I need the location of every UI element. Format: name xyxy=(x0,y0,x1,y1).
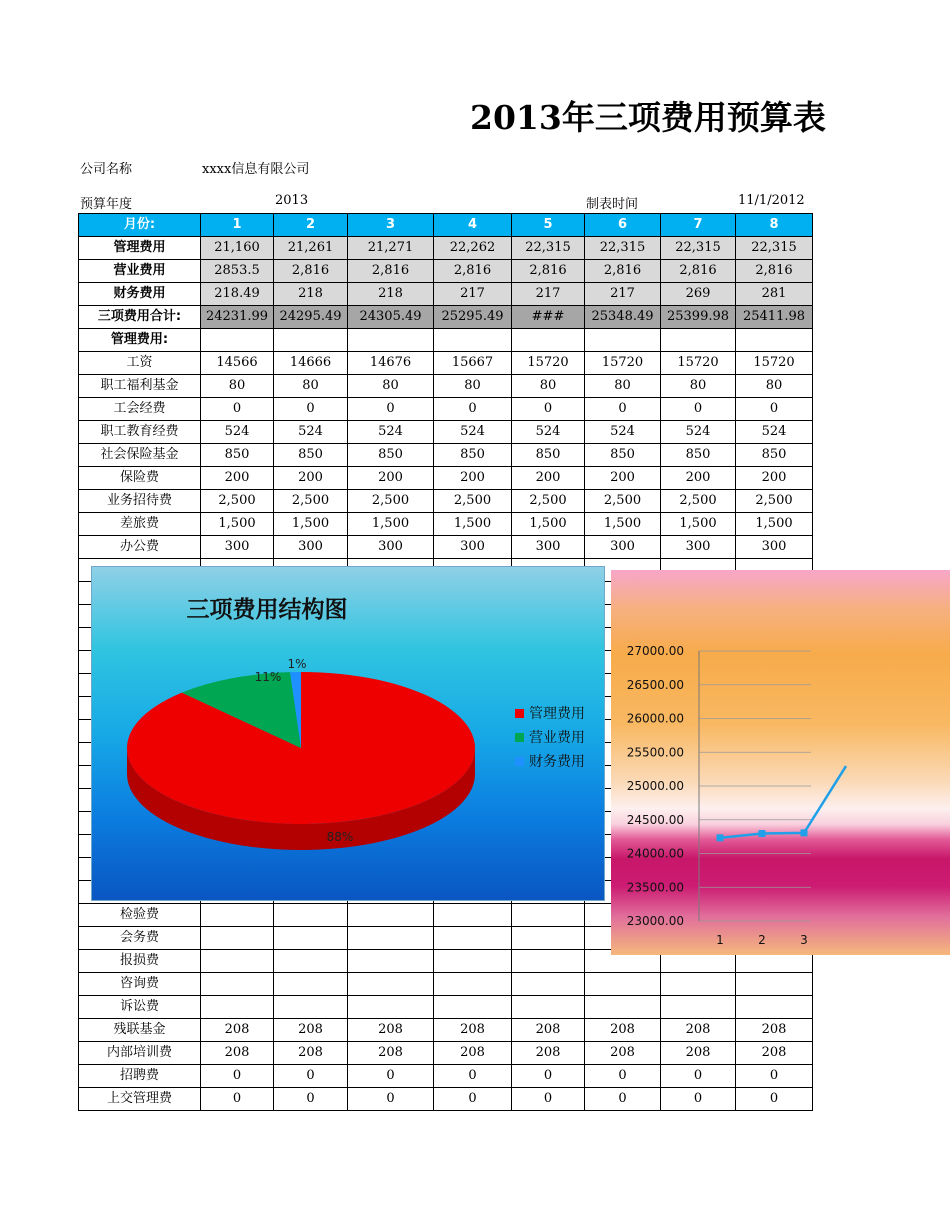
value-cell[interactable]: 2,816 xyxy=(348,260,434,283)
value-cell[interactable]: 80 xyxy=(661,375,736,398)
value-cell[interactable] xyxy=(348,996,434,1019)
value-cell[interactable] xyxy=(201,329,274,352)
value-cell[interactable]: 25399.98 xyxy=(661,306,736,329)
row-label-cell[interactable]: 保险费 xyxy=(79,467,201,490)
value-cell[interactable]: 1,500 xyxy=(274,513,348,536)
table-row xyxy=(79,352,813,375)
date-label: 制表时间 xyxy=(586,197,639,212)
row-label-cell[interactable]: 营业费用 xyxy=(79,260,201,283)
value-cell[interactable]: 2,500 xyxy=(585,490,661,513)
header-cell-month[interactable]: 1 xyxy=(201,214,274,237)
pie-chart[interactable] xyxy=(91,566,605,901)
value-cell[interactable]: 300 xyxy=(201,536,274,559)
value-cell[interactable]: 850 xyxy=(512,444,585,467)
x-tick-label: 3 xyxy=(800,933,808,947)
value-cell[interactable]: 24231.99 xyxy=(201,306,274,329)
value-cell[interactable]: 200 xyxy=(274,467,348,490)
value-cell[interactable]: 22,262 xyxy=(434,237,512,260)
value-cell[interactable]: 300 xyxy=(661,536,736,559)
row-label-cell[interactable]: 检验费 xyxy=(79,904,201,927)
value-cell[interactable] xyxy=(736,973,813,996)
table-row xyxy=(79,329,813,352)
value-cell[interactable]: 21,261 xyxy=(274,237,348,260)
value-cell[interactable]: 80 xyxy=(434,375,512,398)
pie-legend xyxy=(515,701,585,773)
value-cell[interactable]: 281 xyxy=(736,283,813,306)
value-cell[interactable] xyxy=(348,329,434,352)
table-row xyxy=(79,467,813,490)
value-cell[interactable]: 0 xyxy=(348,1065,434,1088)
header-cell-month[interactable]: 4 xyxy=(434,214,512,237)
value-cell[interactable]: 21,160 xyxy=(201,237,274,260)
value-cell[interactable]: 524 xyxy=(512,421,585,444)
value-cell[interactable]: 0 xyxy=(512,1065,585,1088)
value-cell[interactable]: 217 xyxy=(585,283,661,306)
value-cell[interactable]: 15720 xyxy=(512,352,585,375)
value-cell[interactable]: 208 xyxy=(274,1042,348,1065)
value-cell[interactable]: 208 xyxy=(512,1042,585,1065)
row-label-cell[interactable]: 职工福利基金 xyxy=(79,375,201,398)
value-cell[interactable]: 0 xyxy=(661,1065,736,1088)
table-row xyxy=(79,421,813,444)
value-cell[interactable] xyxy=(512,329,585,352)
row-label-cell[interactable]: 社会保险基金 xyxy=(79,444,201,467)
value-cell[interactable]: 0 xyxy=(434,1088,512,1111)
row-label-cell[interactable]: 咨询费 xyxy=(79,973,201,996)
value-cell[interactable]: 300 xyxy=(512,536,585,559)
value-cell[interactable]: 1,500 xyxy=(348,513,434,536)
value-cell[interactable]: 850 xyxy=(201,444,274,467)
value-cell[interactable]: 524 xyxy=(274,421,348,444)
value-cell[interactable]: 0 xyxy=(512,1088,585,1111)
value-cell[interactable]: 22,315 xyxy=(512,237,585,260)
value-cell[interactable]: 2,816 xyxy=(585,260,661,283)
value-cell[interactable]: 524 xyxy=(348,421,434,444)
value-cell[interactable]: 80 xyxy=(736,375,813,398)
value-cell[interactable]: 269 xyxy=(661,283,736,306)
row-label-cell[interactable]: 管理费用 xyxy=(79,237,201,260)
value-cell[interactable]: 0 xyxy=(274,1065,348,1088)
value-cell[interactable] xyxy=(434,950,512,973)
value-cell[interactable]: 300 xyxy=(585,536,661,559)
legend-item xyxy=(515,725,585,749)
value-cell[interactable]: 200 xyxy=(661,467,736,490)
header-cell-month[interactable]: 8 xyxy=(736,214,813,237)
year-label: 预算年度 xyxy=(80,197,133,212)
table-row xyxy=(79,973,813,996)
row-label-cell[interactable]: 内部培训费 xyxy=(79,1042,201,1065)
value-cell[interactable]: 22,315 xyxy=(585,237,661,260)
pie-chart-title: 三项费用结构图 xyxy=(186,597,348,623)
value-cell[interactable]: 24295.49 xyxy=(274,306,348,329)
value-cell[interactable]: 524 xyxy=(201,421,274,444)
value-cell[interactable]: 200 xyxy=(736,467,813,490)
value-cell[interactable] xyxy=(348,973,434,996)
value-cell[interactable]: 22,315 xyxy=(661,237,736,260)
line-chart[interactable] xyxy=(611,570,950,955)
value-cell[interactable]: 0 xyxy=(434,1065,512,1088)
row-label-cell[interactable]: 工资 xyxy=(79,352,201,375)
value-cell[interactable]: 0 xyxy=(512,398,585,421)
value-cell[interactable] xyxy=(512,950,585,973)
value-cell[interactable]: 25348.49 xyxy=(585,306,661,329)
value-cell[interactable]: 208 xyxy=(512,1019,585,1042)
value-cell[interactable]: 300 xyxy=(434,536,512,559)
value-cell[interactable] xyxy=(274,904,348,927)
value-cell[interactable]: 2,500 xyxy=(274,490,348,513)
value-cell[interactable]: 524 xyxy=(585,421,661,444)
row-label-cell[interactable]: 会务费 xyxy=(79,927,201,950)
row-label-cell[interactable]: 三项费用合计: xyxy=(79,306,201,329)
value-cell[interactable] xyxy=(434,927,512,950)
value-cell[interactable]: 1,500 xyxy=(585,513,661,536)
value-cell[interactable]: 850 xyxy=(661,444,736,467)
value-cell[interactable]: 2,816 xyxy=(661,260,736,283)
value-cell[interactable] xyxy=(585,973,661,996)
legend-label: 营业费用 xyxy=(529,730,585,746)
value-cell[interactable] xyxy=(201,927,274,950)
value-cell[interactable] xyxy=(201,950,274,973)
row-label-cell[interactable]: 业务招待费 xyxy=(79,490,201,513)
value-cell[interactable]: 850 xyxy=(274,444,348,467)
value-cell[interactable]: 2,500 xyxy=(434,490,512,513)
y-tick-label: 26000.00 xyxy=(626,711,684,726)
header-cell-month-label[interactable]: 月份: xyxy=(79,214,201,237)
value-cell[interactable]: 2,500 xyxy=(512,490,585,513)
value-cell[interactable]: 300 xyxy=(736,536,813,559)
y-tick-label: 24500.00 xyxy=(626,812,684,827)
value-cell[interactable]: 850 xyxy=(585,444,661,467)
y-tick-label: 25000.00 xyxy=(626,779,684,793)
value-cell[interactable]: 0 xyxy=(736,1088,813,1111)
pie-data-label: 1% xyxy=(287,657,307,671)
table-row xyxy=(79,1019,813,1042)
company-label: 公司名称 xyxy=(80,162,133,177)
value-cell[interactable] xyxy=(512,927,585,950)
pie-data-label: 88% xyxy=(326,830,354,844)
value-cell[interactable]: 15720 xyxy=(736,352,813,375)
value-cell[interactable]: 14676 xyxy=(348,352,434,375)
value-cell[interactable]: 524 xyxy=(661,421,736,444)
value-cell[interactable] xyxy=(274,927,348,950)
value-cell[interactable]: 2,816 xyxy=(274,260,348,283)
row-label-cell[interactable]: 管理费用: xyxy=(79,329,201,352)
value-cell[interactable] xyxy=(434,996,512,1019)
y-tick-label: 24000.00 xyxy=(626,846,684,861)
value-cell[interactable]: 1,500 xyxy=(512,513,585,536)
value-cell[interactable]: 0 xyxy=(201,398,274,421)
legend-item xyxy=(515,701,585,725)
value-cell[interactable]: 208 xyxy=(434,1019,512,1042)
y-tick-label: 25500.00 xyxy=(626,745,684,760)
value-cell[interactable] xyxy=(434,329,512,352)
row-label-cell[interactable]: 差旅费 xyxy=(79,513,201,536)
value-cell[interactable] xyxy=(661,973,736,996)
value-cell[interactable]: 24305.49 xyxy=(348,306,434,329)
value-cell[interactable]: 200 xyxy=(434,467,512,490)
value-cell[interactable] xyxy=(512,904,585,927)
table-row xyxy=(79,375,813,398)
value-cell[interactable]: 0 xyxy=(736,1065,813,1088)
value-cell[interactable]: 217 xyxy=(434,283,512,306)
value-cell[interactable]: 0 xyxy=(661,398,736,421)
line-svg xyxy=(611,570,950,955)
value-cell[interactable]: 80 xyxy=(585,375,661,398)
page-title: 2013年三项费用预算表 xyxy=(470,98,826,137)
table-row xyxy=(79,283,813,306)
value-cell[interactable]: 14666 xyxy=(274,352,348,375)
value-cell[interactable] xyxy=(585,329,661,352)
row-label-cell[interactable]: 招聘费 xyxy=(79,1065,201,1088)
value-cell[interactable] xyxy=(348,904,434,927)
y-tick-label: 26500.00 xyxy=(626,677,684,692)
value-cell[interactable]: 208 xyxy=(434,1042,512,1065)
value-cell[interactable]: 25411.98 xyxy=(736,306,813,329)
value-cell[interactable]: 0 xyxy=(585,1065,661,1088)
value-cell[interactable]: 21,271 xyxy=(348,237,434,260)
row-label-cell[interactable]: 财务费用 xyxy=(79,283,201,306)
header-cell-month[interactable]: 2 xyxy=(274,214,348,237)
x-tick-label: 2 xyxy=(758,933,766,947)
y-tick-label: 23500.00 xyxy=(626,880,684,895)
row-label-cell[interactable]: 职工教育经费 xyxy=(79,421,201,444)
value-cell[interactable] xyxy=(512,996,585,1019)
table-row xyxy=(79,260,813,283)
value-cell[interactable]: 0 xyxy=(274,398,348,421)
table-header-row xyxy=(79,214,813,237)
header-cell-month[interactable]: 5 xyxy=(512,214,585,237)
value-cell[interactable]: 15720 xyxy=(585,352,661,375)
value-cell[interactable]: 2,500 xyxy=(661,490,736,513)
value-cell[interactable]: 218 xyxy=(348,283,434,306)
value-cell[interactable] xyxy=(201,996,274,1019)
value-cell[interactable]: 22,315 xyxy=(736,237,813,260)
value-cell[interactable] xyxy=(736,329,813,352)
value-cell[interactable] xyxy=(434,973,512,996)
value-cell[interactable]: 1,500 xyxy=(434,513,512,536)
value-cell[interactable]: 208 xyxy=(348,1019,434,1042)
value-cell[interactable] xyxy=(585,996,661,1019)
legend-item xyxy=(515,749,585,773)
value-cell[interactable]: 208 xyxy=(661,1019,736,1042)
value-cell[interactable]: 0 xyxy=(348,1088,434,1111)
row-label-cell[interactable]: 工会经费 xyxy=(79,398,201,421)
series-point[interactable] xyxy=(801,829,808,836)
value-cell[interactable]: 218.49 xyxy=(201,283,274,306)
value-cell[interactable]: 218 xyxy=(274,283,348,306)
value-cell[interactable]: 208 xyxy=(201,1042,274,1065)
value-cell[interactable]: 208 xyxy=(585,1042,661,1065)
value-cell[interactable]: 524 xyxy=(434,421,512,444)
value-cell[interactable]: 850 xyxy=(434,444,512,467)
value-cell[interactable]: 208 xyxy=(585,1019,661,1042)
value-cell[interactable] xyxy=(434,904,512,927)
row-label-cell[interactable]: 诉讼费 xyxy=(79,996,201,1019)
value-cell[interactable]: 15720 xyxy=(661,352,736,375)
value-cell[interactable]: 2,816 xyxy=(736,260,813,283)
legend-swatch xyxy=(515,709,524,718)
value-cell[interactable]: 208 xyxy=(348,1042,434,1065)
value-cell[interactable]: 850 xyxy=(736,444,813,467)
y-tick-label: 23000.00 xyxy=(626,914,684,928)
value-cell[interactable]: 15667 xyxy=(434,352,512,375)
value-cell[interactable]: 208 xyxy=(201,1019,274,1042)
value-cell[interactable]: 0 xyxy=(201,1065,274,1088)
row-label-cell[interactable]: 上交管理费 xyxy=(79,1088,201,1111)
legend-swatch xyxy=(515,733,524,742)
value-cell[interactable] xyxy=(661,996,736,1019)
value-cell[interactable]: 0 xyxy=(201,1088,274,1111)
value-cell[interactable]: 2,816 xyxy=(512,260,585,283)
value-cell[interactable]: 200 xyxy=(585,467,661,490)
legend-label: 管理费用 xyxy=(529,706,585,722)
value-cell[interactable]: 25295.49 xyxy=(434,306,512,329)
series-line[interactable] xyxy=(720,766,846,838)
value-cell[interactable]: 208 xyxy=(274,1019,348,1042)
table-row xyxy=(79,490,813,513)
value-cell[interactable] xyxy=(736,996,813,1019)
header-cell-month[interactable]: 3 xyxy=(348,214,434,237)
table-row xyxy=(79,996,813,1019)
value-cell[interactable]: 208 xyxy=(736,1042,813,1065)
value-cell[interactable] xyxy=(348,927,434,950)
row-label-cell[interactable]: 残联基金 xyxy=(79,1019,201,1042)
table-row xyxy=(79,306,813,329)
table-row xyxy=(79,1088,813,1111)
table-row xyxy=(79,1042,813,1065)
value-cell[interactable]: 2,500 xyxy=(201,490,274,513)
table-row xyxy=(79,536,813,559)
value-cell[interactable] xyxy=(274,973,348,996)
value-cell[interactable]: 200 xyxy=(512,467,585,490)
value-cell[interactable]: 1,500 xyxy=(201,513,274,536)
year-value: 2013 xyxy=(275,193,309,208)
legend-label: 财务费用 xyxy=(529,754,585,770)
x-tick-label: 1 xyxy=(716,933,724,947)
value-cell[interactable]: 0 xyxy=(274,1088,348,1111)
series-point[interactable] xyxy=(759,830,766,837)
legend-swatch xyxy=(515,757,524,766)
value-cell[interactable]: 1,500 xyxy=(661,513,736,536)
y-tick-label: 27000.00 xyxy=(626,644,684,658)
value-cell[interactable] xyxy=(274,950,348,973)
table-row xyxy=(79,1065,813,1088)
company-value: xxxx信息有限公司 xyxy=(202,162,310,177)
value-cell[interactable]: 208 xyxy=(661,1042,736,1065)
table-row xyxy=(79,398,813,421)
value-cell[interactable]: ### xyxy=(512,306,585,329)
pie-data-label: 11% xyxy=(254,670,282,684)
value-cell[interactable] xyxy=(201,904,274,927)
value-cell[interactable]: 1,500 xyxy=(736,513,813,536)
value-cell[interactable]: 2,816 xyxy=(434,260,512,283)
value-cell[interactable]: 80 xyxy=(274,375,348,398)
value-cell[interactable]: 0 xyxy=(348,398,434,421)
value-cell[interactable]: 217 xyxy=(512,283,585,306)
value-cell[interactable] xyxy=(512,973,585,996)
value-cell[interactable] xyxy=(201,973,274,996)
table-row xyxy=(79,513,813,536)
value-cell[interactable]: 208 xyxy=(736,1019,813,1042)
row-label-cell[interactable]: 报损费 xyxy=(79,950,201,973)
table-row xyxy=(79,444,813,467)
series-point[interactable] xyxy=(717,834,724,841)
value-cell[interactable]: 850 xyxy=(348,444,434,467)
value-cell[interactable]: 2,500 xyxy=(348,490,434,513)
value-cell[interactable]: 2,500 xyxy=(736,490,813,513)
value-cell[interactable]: 0 xyxy=(434,398,512,421)
value-cell[interactable]: 200 xyxy=(201,467,274,490)
header-cell-month[interactable]: 7 xyxy=(661,214,736,237)
value-cell[interactable] xyxy=(661,329,736,352)
value-cell[interactable]: 80 xyxy=(512,375,585,398)
row-label-cell[interactable]: 办公费 xyxy=(79,536,201,559)
value-cell[interactable]: 300 xyxy=(274,536,348,559)
value-cell[interactable]: 0 xyxy=(585,1088,661,1111)
value-cell[interactable]: 14566 xyxy=(201,352,274,375)
value-cell[interactable]: 80 xyxy=(201,375,274,398)
value-cell[interactable]: 300 xyxy=(348,536,434,559)
value-cell[interactable] xyxy=(274,996,348,1019)
date-value: 11/1/2012 xyxy=(738,193,805,208)
value-cell[interactable] xyxy=(274,329,348,352)
value-cell[interactable]: 524 xyxy=(736,421,813,444)
value-cell[interactable]: 0 xyxy=(661,1088,736,1111)
header-cell-month[interactable]: 6 xyxy=(585,214,661,237)
value-cell[interactable]: 80 xyxy=(348,375,434,398)
value-cell[interactable]: 200 xyxy=(348,467,434,490)
value-cell[interactable]: 2853.5 xyxy=(201,260,274,283)
value-cell[interactable]: 0 xyxy=(585,398,661,421)
value-cell[interactable] xyxy=(348,950,434,973)
value-cell[interactable]: 0 xyxy=(736,398,813,421)
table-row xyxy=(79,237,813,260)
